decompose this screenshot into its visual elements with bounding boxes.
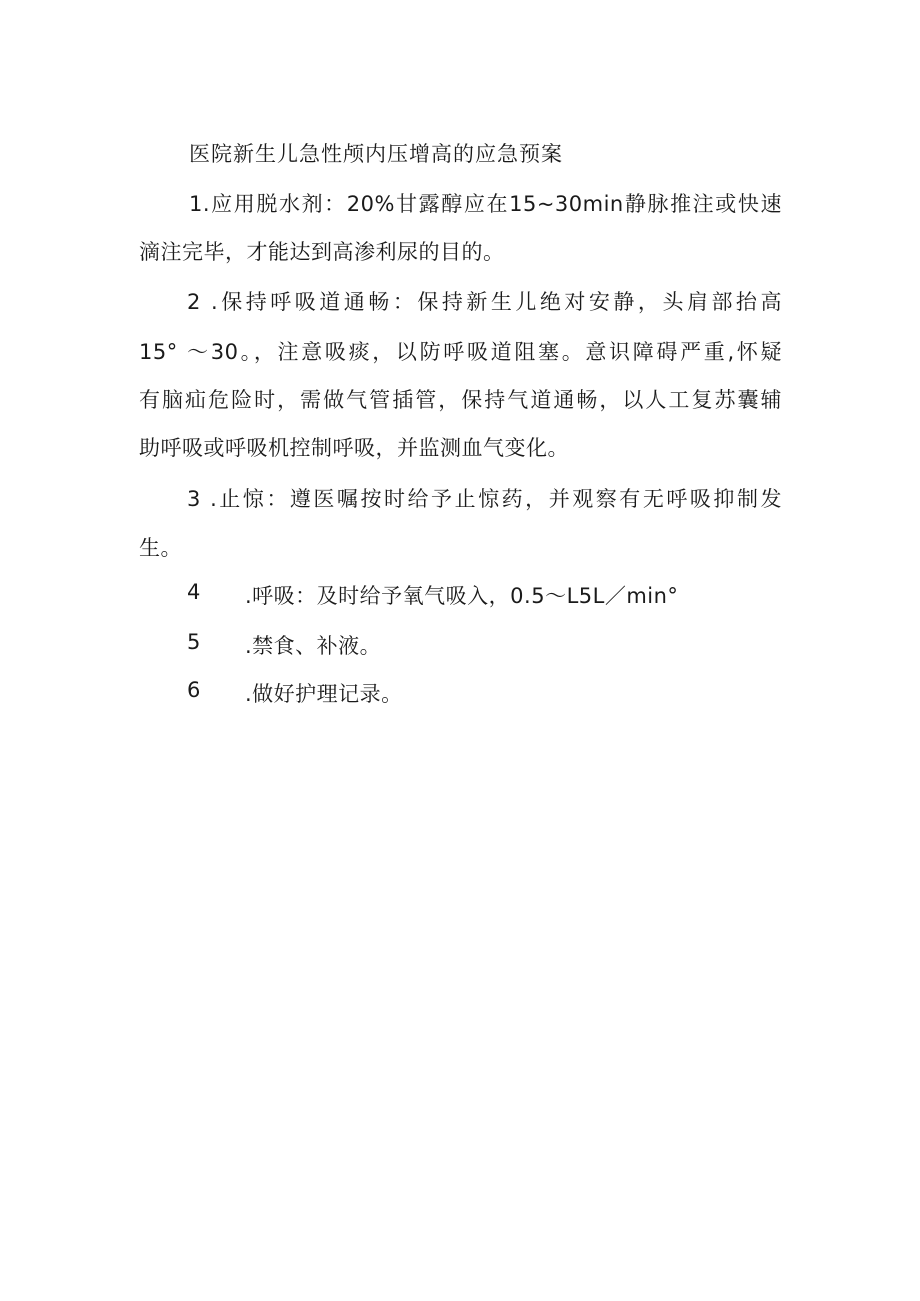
- item2-line3: 有脑疝危险时，需做气管插管，保持气道通畅，以人工复苏囊辅: [139, 388, 782, 412]
- item4-text: .呼吸：及时给予氧气吸入，0.5～L5L／min°: [245, 584, 679, 608]
- item6-text: .做好护理记录。: [245, 682, 403, 706]
- item2-line1-wrapper: [187, 286, 782, 316]
- item3-line1: 3 .止惊：遵医嘱按时给予止惊药，并观察有无呼吸抑制发: [187, 487, 782, 511]
- item2-line2: 15° ～30。，注意吸痰，以防呼吸道阻塞。意识障碍严重,怀疑: [139, 340, 782, 364]
- item3-line1-wrapper: [187, 483, 782, 513]
- item2-line1: 2 .保持呼吸道通畅：保持新生儿绝对安静，头肩部抬高: [187, 290, 782, 314]
- item2-line2-wrapper: [139, 336, 782, 366]
- item3-line2: 生。: [139, 536, 182, 560]
- document-title: 医院新生儿急性颅内压增高的应急预案: [189, 142, 563, 166]
- item1-line1-wrapper: [189, 188, 782, 218]
- item1-line1: 1.应用脱水剂：20%甘露醇应在15~30min静脉推注或快速: [189, 192, 782, 216]
- item5-number: 5: [187, 630, 201, 654]
- item2-line3-wrapper: [139, 384, 782, 414]
- item6-number: 6: [187, 678, 201, 702]
- item4-number: 4: [187, 580, 201, 604]
- item2-line4: 助呼吸或呼吸机控制呼吸，并监测血气变化。: [139, 436, 569, 460]
- item1-line2: 滴注完毕，才能达到高渗利尿的目的。: [139, 240, 505, 264]
- item5-text: .禁食、补液。: [245, 634, 382, 658]
